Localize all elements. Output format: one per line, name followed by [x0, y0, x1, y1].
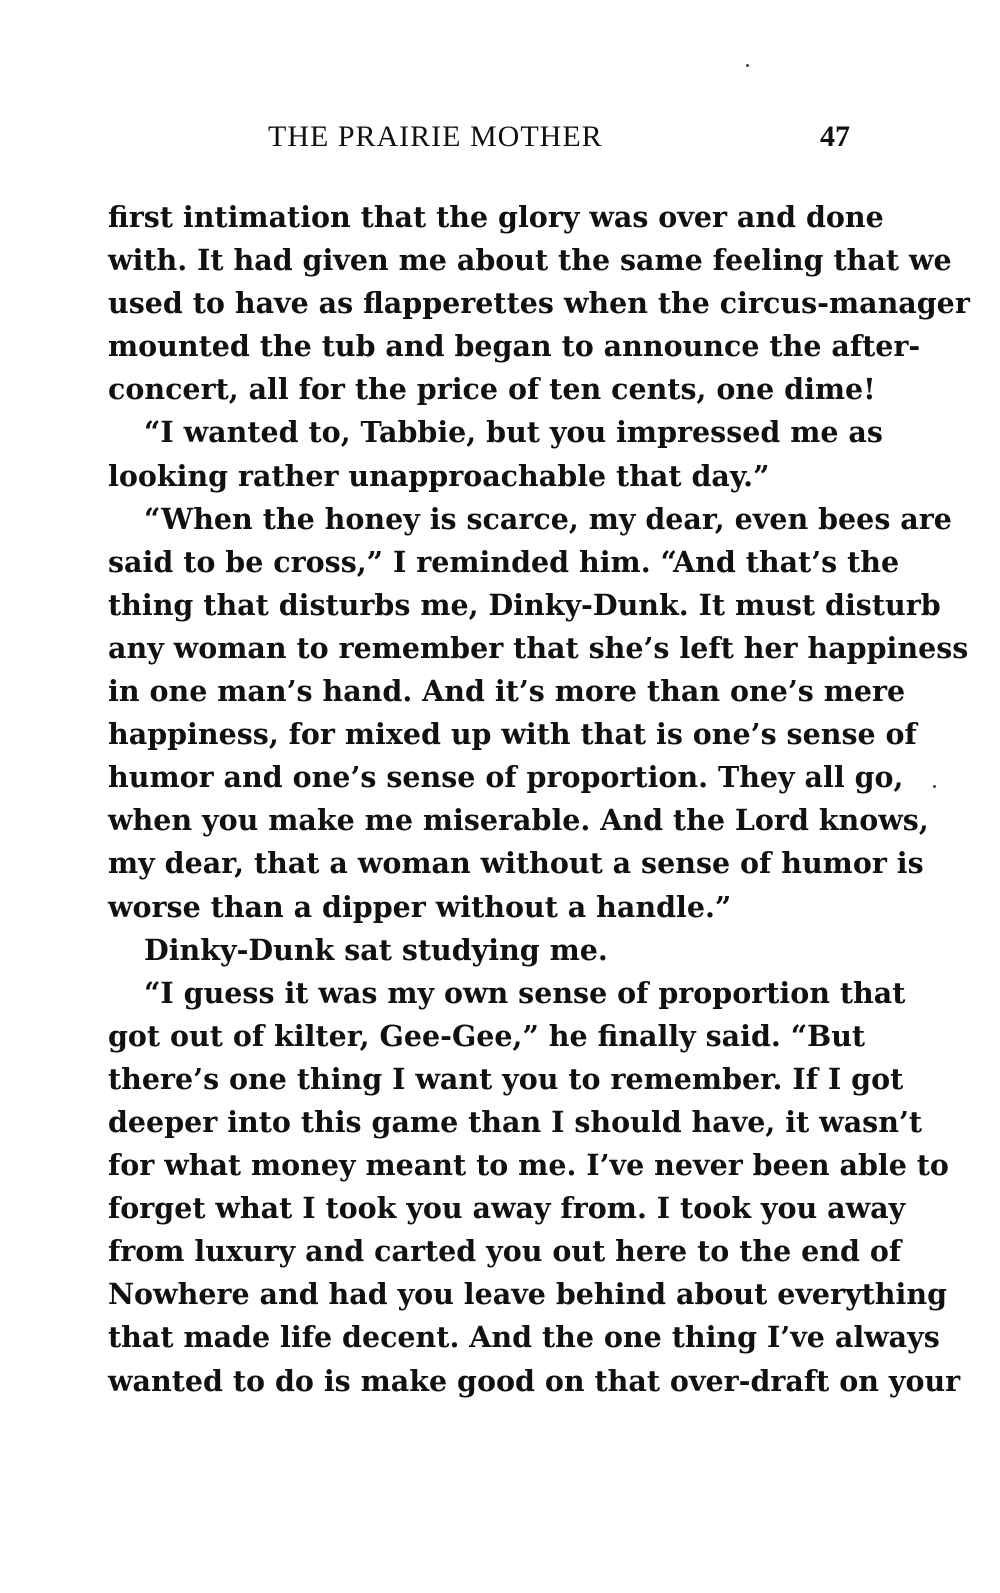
- text-line: used to have as flapperettes when the circus-manager: [108, 286, 970, 321]
- ink-speck: [933, 785, 936, 788]
- running-title: THE PRAIRIE MOTHER: [268, 120, 603, 153]
- text-line: when you make me miserable. And the Lord knows,: [108, 803, 929, 838]
- text-line: “I guess it was my own sense of proportion that: [144, 975, 906, 1010]
- text-line: got out of kilter, Gee-Gee,” he finally said. “But: [108, 1018, 866, 1053]
- text-line: said to be cross,” I reminded him. “And that’s the: [108, 544, 900, 579]
- text-line: looking rather unapproachable that day.”: [108, 458, 770, 493]
- page-header: [108, 120, 850, 160]
- text-line: “When the honey is scarce, my dear, even bees are: [144, 501, 952, 536]
- text-line: deeper into this game than I should have, it wasn’t: [108, 1104, 923, 1139]
- body-text: [108, 196, 970, 1403]
- text-line: humor and one’s sense of proportion. They all go,: [108, 760, 904, 795]
- text-line: forget what I took you away from. I took you away: [108, 1191, 906, 1226]
- text-line: Nowhere and had you leave behind about everything: [108, 1277, 947, 1312]
- text-line: Dinky-Dunk sat studying me.: [144, 932, 608, 967]
- text-line: “I wanted to, Tabbie, but you impressed me as: [144, 415, 883, 450]
- text-line: happiness, for mixed up with that is one’s sense of: [108, 717, 917, 752]
- text-line: for what money meant to me. I’ve never been able to: [108, 1148, 949, 1183]
- text-line: any woman to remember that she’s left her happiness: [108, 630, 969, 665]
- text-line: worse than a dipper without a handle.”: [108, 889, 732, 924]
- text-line: that made life decent. And the one thing I’ve always: [108, 1320, 940, 1355]
- text-line: in one man’s hand. And it’s more than one’s mere: [108, 674, 906, 709]
- text-line: concert, all for the price of ten cents, one dime!: [108, 372, 876, 407]
- text-line: my dear, that a woman without a sense of humor is: [108, 846, 924, 881]
- text-line: wanted to do is make good on that over-draft on your: [108, 1363, 961, 1398]
- text-line: there’s one thing I want you to remember. If I got: [108, 1061, 904, 1096]
- ink-speck: [746, 64, 749, 67]
- text-line: thing that disturbs me, Dinky-Dunk. It must disturb: [108, 587, 941, 622]
- text-line: with. It had given me about the same feeling that we: [108, 243, 952, 278]
- text-line: first intimation that the glory was over and done: [108, 200, 884, 234]
- page-number: 47: [820, 120, 850, 153]
- text-line: from luxury and carted you out here to the end of: [108, 1234, 902, 1269]
- text-line: mounted the tub and began to announce the after-: [108, 329, 921, 364]
